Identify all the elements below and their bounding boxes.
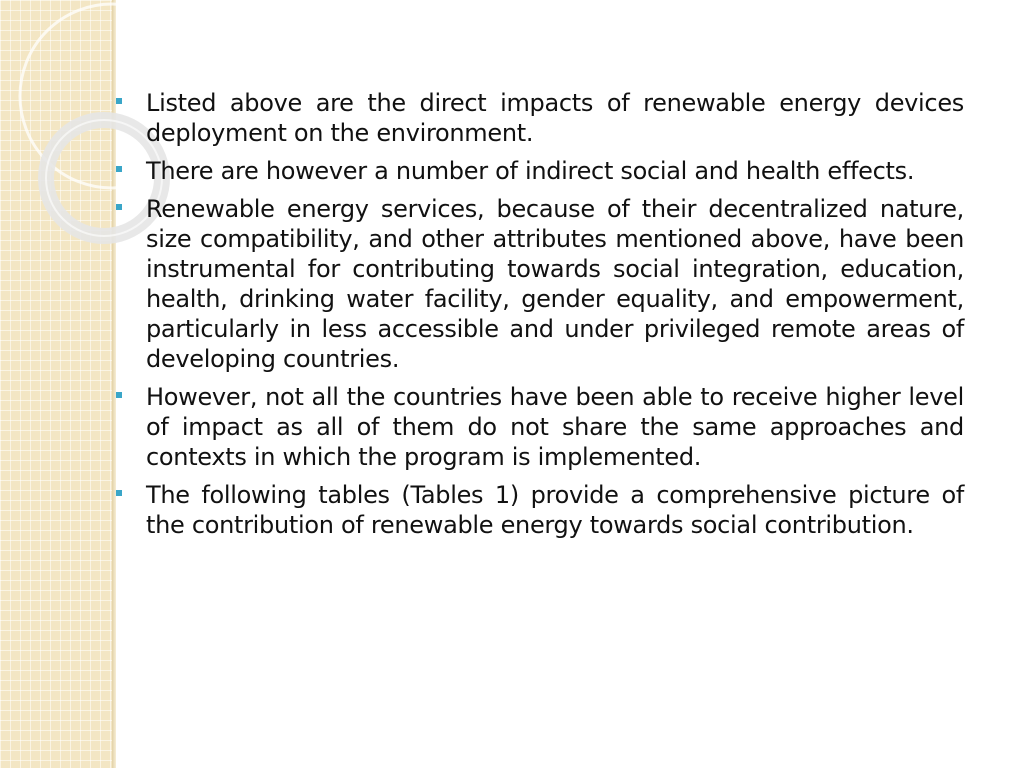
- bullet-text: Renewable energy services, because of their decentralized nature, size compatibility, and other attributes mentioned above, have been instrumental for contributing towards social integration, education, health, drinking water facility, gender equality, and empowerment, particularly in less accessible and under privileged remote areas of developing countries.: [146, 195, 964, 373]
- decorative-rings: [0, 0, 120, 260]
- bullet-list: [112, 88, 964, 548]
- square-bullet-icon: [116, 490, 122, 496]
- square-bullet-icon: [116, 98, 122, 104]
- bullet-text: There are however a number of indirect social and health effects.: [146, 157, 915, 185]
- list-item: [112, 480, 964, 540]
- list-item: [112, 382, 964, 472]
- list-item: [112, 156, 964, 186]
- list-item: [112, 88, 964, 148]
- bullet-text: However, not all the countries have been able to receive higher level of impact as all of them do not share the same approaches and contexts in which the program is implemented.: [146, 383, 964, 471]
- square-bullet-icon: [116, 166, 122, 172]
- bullet-text: Listed above are the direct impacts of renewable energy devices deployment on the environment.: [146, 89, 964, 147]
- square-bullet-icon: [116, 392, 122, 398]
- bullet-text: The following tables (Tables 1) provide a comprehensive picture of the contribution of renewable energy towards social contribution.: [146, 481, 964, 539]
- square-bullet-icon: [116, 204, 122, 210]
- list-item: [112, 194, 964, 374]
